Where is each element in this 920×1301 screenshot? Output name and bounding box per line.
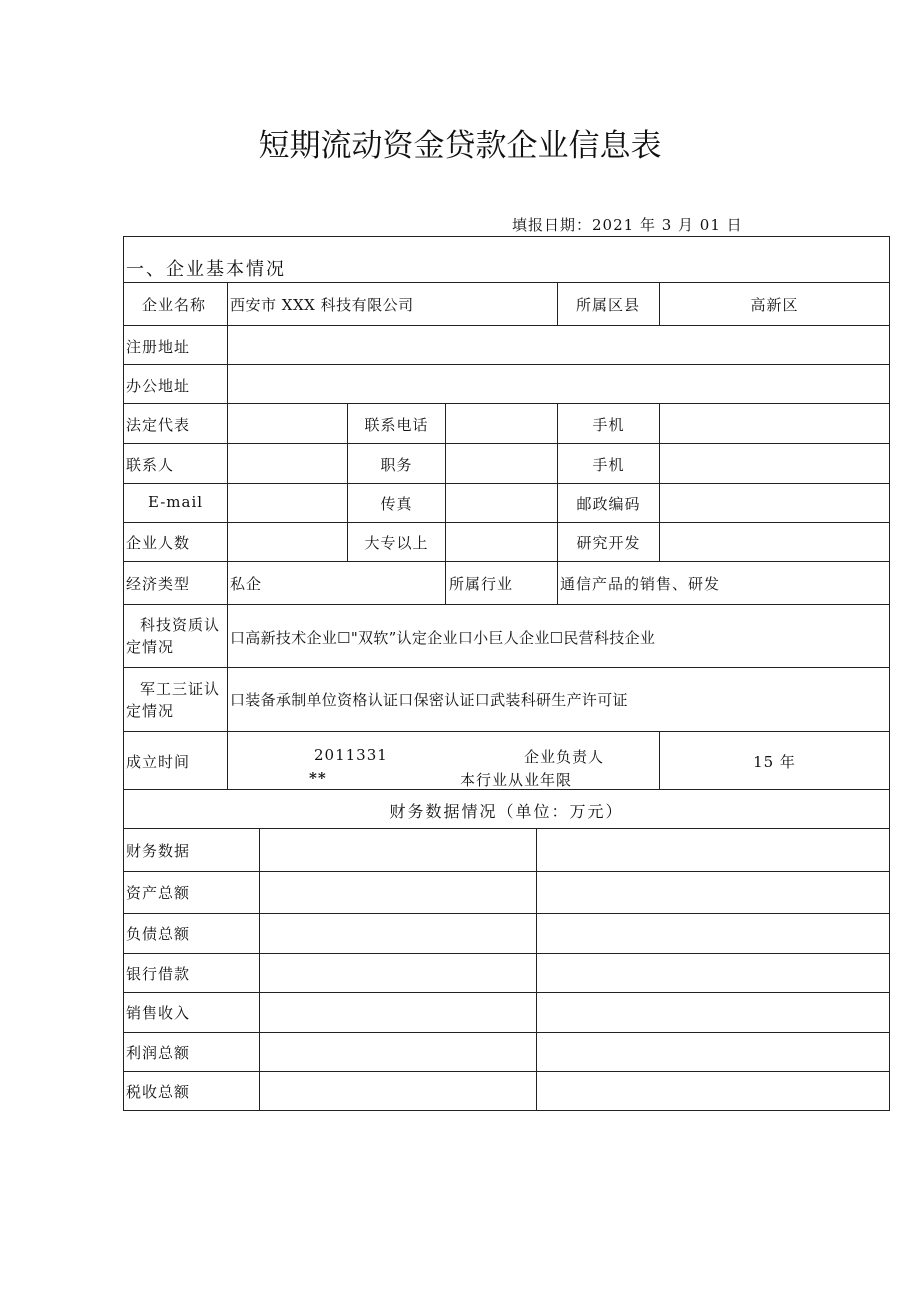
col-divider: [557, 282, 558, 325]
col-divider: [659, 403, 660, 561]
row-divider: [124, 992, 889, 993]
founded-value: 2011331: [314, 746, 388, 764]
postcode-label: 邮政编码: [576, 495, 641, 513]
legal-rep-label: 法定代表: [126, 416, 191, 434]
col-divider: [227, 282, 228, 325]
row-divider: [124, 1071, 889, 1072]
company-name-value: 西安市 XXX 科技有限公司: [230, 296, 414, 314]
mobile-label: 手机: [592, 456, 625, 474]
bank-loan-label: 银行借款: [126, 965, 191, 983]
liability-label: 负债总额: [126, 925, 191, 943]
section-title: 一、企业基本情况: [126, 259, 286, 280]
row-divider: [124, 443, 889, 444]
contact-label: 联系人: [126, 456, 175, 474]
econ-type-value: 私企: [230, 575, 263, 593]
headcount-label: 企业人数: [126, 534, 191, 552]
row-divider: [124, 1032, 889, 1033]
military-cert-label: 军工三证认定情况: [126, 680, 221, 720]
tech-qualification-label: 科技资质认定情况: [126, 616, 221, 656]
row-divider: [124, 953, 889, 954]
col-divider: [557, 561, 558, 604]
col-divider: [259, 828, 260, 1111]
reg-address-label: 注册地址: [126, 338, 191, 356]
phone-label: 联系电话: [364, 416, 429, 434]
form-table: [123, 236, 890, 1111]
row-divider: [124, 325, 889, 326]
row-divider: [124, 828, 889, 829]
industry-label: 所属行业: [449, 575, 514, 593]
col-divider: [227, 325, 228, 403]
row-divider: [124, 403, 889, 404]
college-label: 大专以上: [364, 534, 429, 552]
tech-qualification-value: 口高新技术企业☐"双软”认定企业口小巨人企业☐民营科技企业: [230, 629, 656, 647]
row-divider: [124, 561, 889, 562]
row-divider: [124, 731, 889, 732]
fax-label: 传真: [380, 495, 413, 513]
industry-years-value: 15 年: [753, 753, 796, 771]
founded-suffix: **: [309, 769, 327, 787]
row-divider: [124, 522, 889, 523]
finance-title: 财务数据情况（单位：万元）: [389, 802, 624, 821]
district-value: 高新区: [750, 296, 799, 314]
row-divider: [124, 364, 889, 365]
fill-date: 填报日期：2021 年 3 月 01 日: [512, 216, 743, 234]
industry-years-label: 本行业从业年限: [460, 771, 573, 789]
col-divider: [227, 403, 228, 561]
profit-label: 利润总额: [126, 1044, 191, 1062]
email-label: E-mail: [148, 493, 204, 511]
col-divider: [227, 731, 228, 789]
mobile-label: 手机: [592, 416, 625, 434]
row-divider: [124, 483, 889, 484]
position-label: 职务: [380, 456, 413, 474]
leader-label: 企业负责人: [524, 748, 605, 766]
col-divider: [445, 403, 446, 561]
finance-label: 财务数据: [126, 842, 191, 860]
district-label: 所属区县: [576, 296, 641, 314]
rnd-label: 研究开发: [576, 534, 641, 552]
asset-label: 资产总额: [126, 884, 191, 902]
row-divider: [124, 667, 889, 668]
company-name-label: 企业名称: [142, 296, 207, 314]
military-cert-value: 口装备承制单位资格认证口保密认证口武装科研生产许可证: [230, 691, 628, 709]
row-divider: [124, 604, 889, 605]
col-divider: [445, 561, 446, 604]
sales-label: 销售收入: [126, 1004, 191, 1022]
col-divider: [227, 604, 228, 731]
tax-label: 税收总额: [126, 1083, 191, 1101]
row-divider: [124, 913, 889, 914]
row-divider: [124, 871, 889, 872]
col-divider: [536, 828, 537, 1111]
office-address-label: 办公地址: [126, 377, 191, 395]
page-title: 短期流动资金贷款企业信息表: [258, 128, 662, 164]
founded-label: 成立时间: [126, 753, 191, 771]
industry-value: 通信产品的销售、研发: [560, 575, 721, 593]
row-divider: [124, 282, 889, 283]
econ-type-label: 经济类型: [126, 575, 191, 593]
col-divider: [227, 561, 228, 604]
